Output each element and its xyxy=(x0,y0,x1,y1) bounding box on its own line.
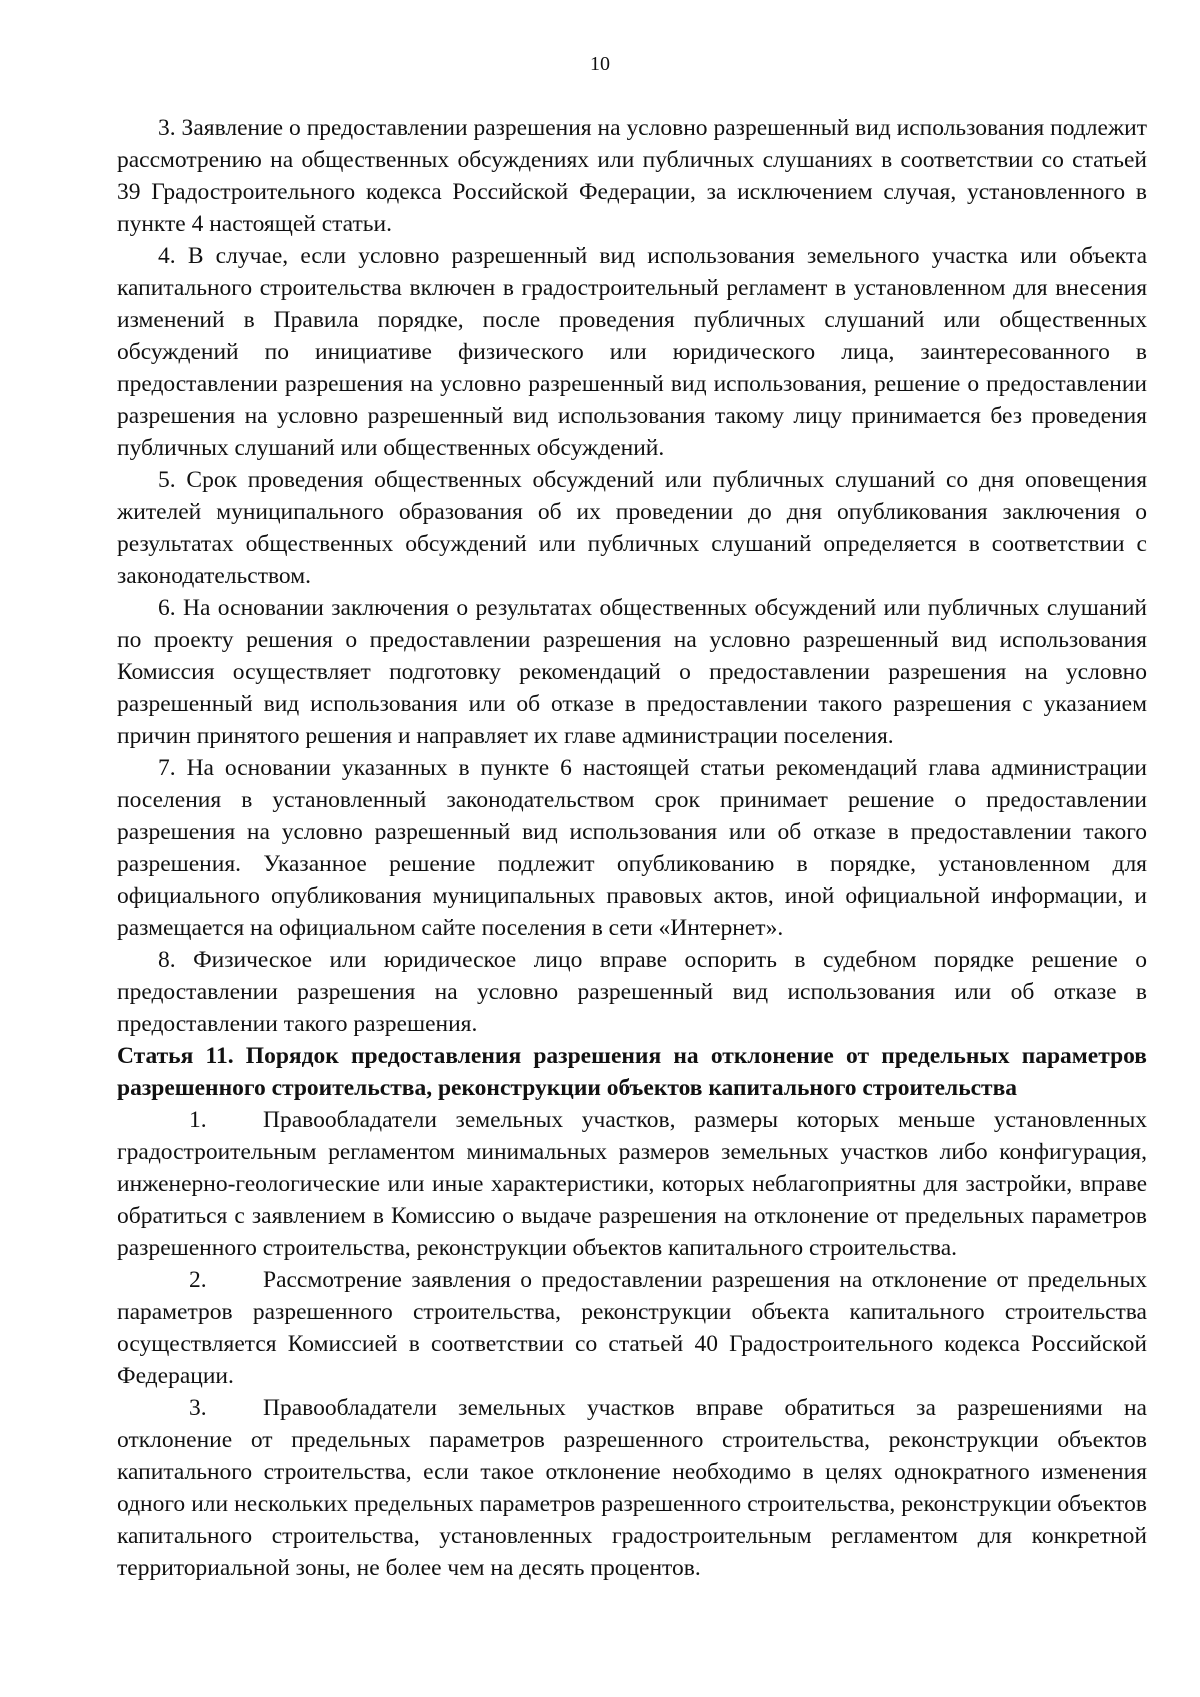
page-number: 10 xyxy=(590,53,610,75)
article-11-heading: Статья 11. Порядок предоставления разрешения на отклонение от предельных параметров разрешенного строительства, реконструкции объектов капитального строительства xyxy=(117,1043,1147,1101)
article-11-item-1 xyxy=(117,1104,1147,1264)
paragraph-7: 7. На основании указанных в пункте 6 настоящей статьи рекомендаций глава администрации поселения в установленный законодательством срок принимает решение о предоставлении разрешения на условно разрешенный вид использования или об отказе в предоставлении такого разрешения. Указанное решение подлежит опубликованию в порядке, установленном для официального опубликования муниципальных правовых актов, иной официальной информации, и размещается на официальном сайте поселения в сети «Интернет». xyxy=(117,755,1147,941)
item-number: 2. xyxy=(189,1267,207,1293)
paragraph-4: 4. В случае, если условно разрешенный вид использования земельного участка или объекта капитального строительства включен в градостроительный регламент в установленном для внесения изменений в Правила порядке, после проведения публичных слушаний или общественных обсуждений по инициативе физического или юридического лица, заинтересованного в предоставлении разрешения на условно разрешенный вид использования, решение о предоставлении разрешения на условно разрешенный вид использования такому лицу принимается без проведения публичных слушаний или общественных обсуждений. xyxy=(117,243,1147,461)
item-text: Правообладатели земельных участков, размеры которых меньше установленных градостроительным регламентом минимальных размеров земельных участков либо конфигурация, инженерно-геологические или иные характеристики, которых неблагоприятны для застройки, вправе обратиться с заявлением в Комиссию о выдаче разрешения на отклонение от предельных параметров разрешенного строительства, реконструкции объектов капитального строительства. xyxy=(117,1107,1147,1261)
paragraph-5: 5. Срок проведения общественных обсуждений или публичных слушаний со дня оповещения жителей муниципального образования об их проведении до дня опубликования заключения о результатах общественных обсуждений или публичных слушаний определяется в соответствии с законодательством. xyxy=(117,467,1147,589)
item-text: Правообладатели земельных участков вправе обратиться за разрешениями на отклонение от предельных параметров разрешенного строительства, реконструкции объектов капитального строительства, если такое отклонение необходимо в целях однократного изменения одного или нескольких предельных параметров разрешенного строительства, реконструкции объектов капитального строительства, установленных градостроительным регламентом для конкретной территориальной зоны, не более чем на десять процентов. xyxy=(117,1395,1147,1581)
article-11-item-2 xyxy=(117,1264,1147,1392)
item-text: Рассмотрение заявления о предоставлении разрешения на отклонение от предельных параметров разрешенного строительства, реконструкции объекта капитального строительства осуществляется Комиссией в соответствии со статьей 40 Градостроительного кодекса Российской Федерации. xyxy=(117,1267,1147,1389)
document-body xyxy=(117,112,1147,1584)
article-11-item-3 xyxy=(117,1392,1147,1584)
paragraph-3: 3. Заявление о предоставлении разрешения на условно разрешенный вид использования подлежит рассмотрению на общественных обсуждениях или публичных слушаниях в соответствии со статьей 39 Градостроительного кодекса Российской Федерации, за исключением случая, установленного в пункте 4 настоящей статьи. xyxy=(117,115,1147,237)
paragraph-6: 6. На основании заключения о результатах общественных обсуждений или публичных слушаний по проекту решения о предоставлении разрешения на условно разрешенный вид использования Комиссия осуществляет подготовку рекомендаций о предоставлении разрешения на условно разрешенный вид использования или об отказе в предоставлении такого разрешения с указанием причин принятого решения и направляет их главе администрации поселения. xyxy=(117,595,1147,749)
paragraph-8: 8. Физическое или юридическое лицо вправе оспорить в судебном порядке решение о предоставлении разрешения на условно разрешенный вид использования или об отказе в предоставлении такого разрешения. xyxy=(117,947,1147,1037)
item-number: 1. xyxy=(189,1107,207,1133)
item-number: 3. xyxy=(189,1395,207,1421)
